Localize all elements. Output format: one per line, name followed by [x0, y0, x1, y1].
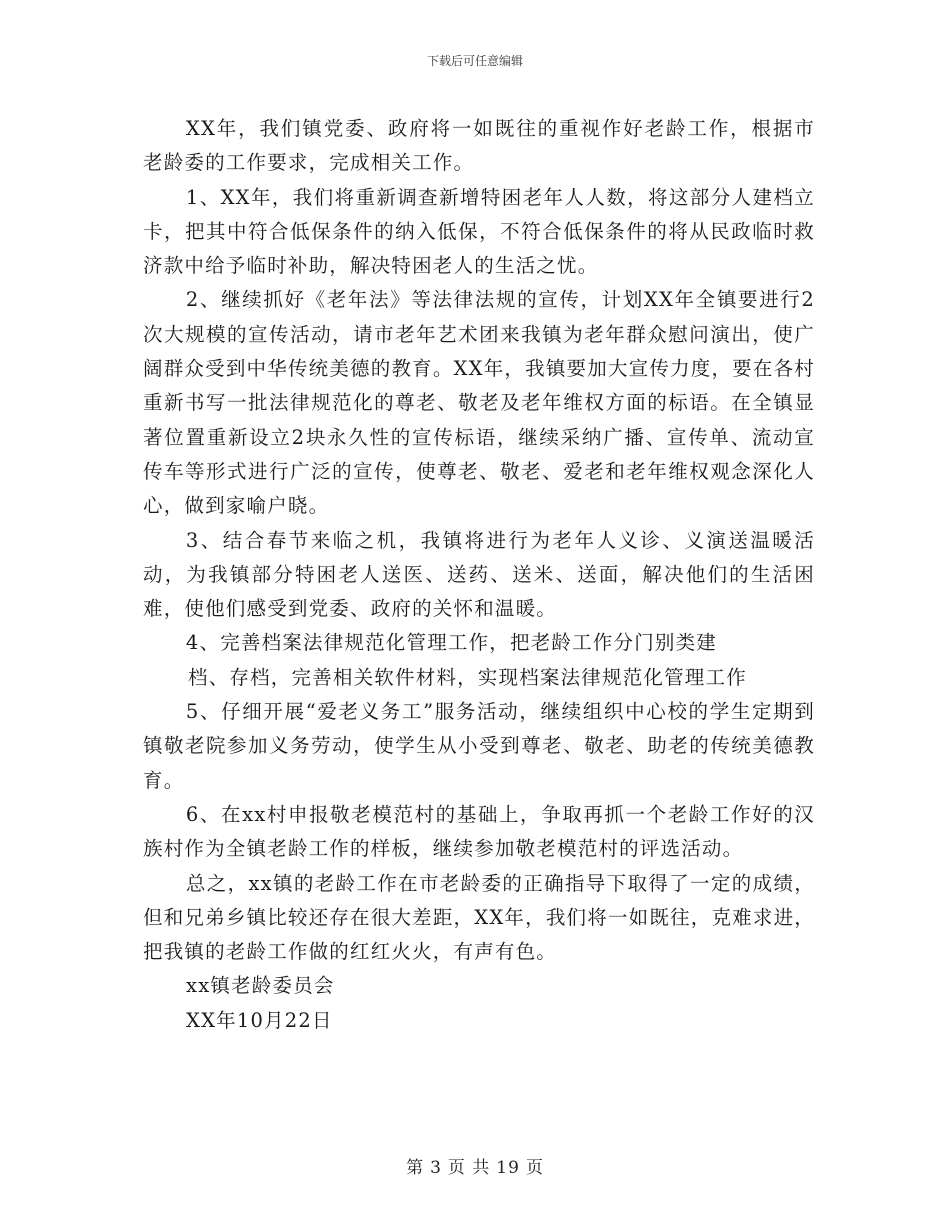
- paragraph-item-4: 4、完善档案法律规范化管理工作，把老龄工作分门别类建: [185, 631, 717, 655]
- paragraph-item-1: 1、XX年，我们将重新调查新增特困老年人人数，将这部分人建档立卡，把其中符合低保条件的纳入低保，不符合低保条件的将从民政临时救济款中给予临时补助，解决特困老人的生活之忧。: [143, 185, 815, 278]
- paragraph-summary: 总之，xx镇的老龄工作在市老龄委的正确指导下取得了一定的成绩，但和兄弟乡镇比较还存在很大差距，XX年，我们将一如既往，克难求进，把我镇的老龄工作做的红红火火，有声有色。: [143, 871, 815, 964]
- signature-org: xx镇老龄委员会: [186, 974, 335, 998]
- paragraph-item-3: 3、结合春节来临之机，我镇将进行为老年人义诊、义演送温暖活动，为我镇部分特困老人送医、送药、送米、送面，解决他们的生活困难，使他们感受到党委、政府的关怀和温暖。: [143, 528, 815, 621]
- page-number: 3: [430, 1158, 442, 1178]
- page-footer: [0, 1153, 950, 1178]
- paragraph-item-5: 5、仔细开展“爱老义务工”服务活动，继续组织中心校的学生定期到镇敬老院参加义务劳动，使学生从小受到尊老、敬老、助老的传统美德教育。: [143, 700, 815, 792]
- document-body: [143, 112, 815, 1038]
- total-pages: 19: [496, 1158, 520, 1178]
- paragraph-item-6: 6、在xx村申报敬老模范村的基础上，争取再抓一个老龄工作好的汉族村作为全镇老龄工作的样板，继续参加敬老模范村的评选活动。: [143, 802, 815, 861]
- paragraph-item-4-continued: 档、存档，完善相关软件材料，实现档案法律规范化管理工作: [188, 665, 747, 689]
- signature-date: XX年10月22日: [186, 1008, 333, 1032]
- page-label-suffix: 页: [525, 1158, 544, 1178]
- paragraph-intro: XX年，我们镇党委、政府将一如既往的重视作好老龄工作，根据市老龄委的工作要求，完成相关工作。: [143, 117, 815, 175]
- paragraph-item-2: 2、继续抓好《老年法》等法律法规的宣传，计划XX年全镇要进行2次大规模的宣传活动，请市老年艺术团来我镇为老年群众慰问演出，使广阔群众受到中华传统美德的教育。XX年，我镇要加大宣传力度，要在各村重新书写一批法律规范化的尊老、敬老及老年维权方面的标语。在全镇显著位置重新设立2块永久性的宣传标语，继续采纳广播、宣传单、流动宣传车等形式进行广泛的宣传，使尊老、敬老、爱老和老年维权观念深化人心，做到家喻户晓。: [143, 288, 815, 518]
- page-label-mid: 页 共: [447, 1158, 491, 1178]
- page-label-prefix: 第: [406, 1158, 425, 1178]
- page-header: 下载后可任意编辑: [426, 54, 523, 68]
